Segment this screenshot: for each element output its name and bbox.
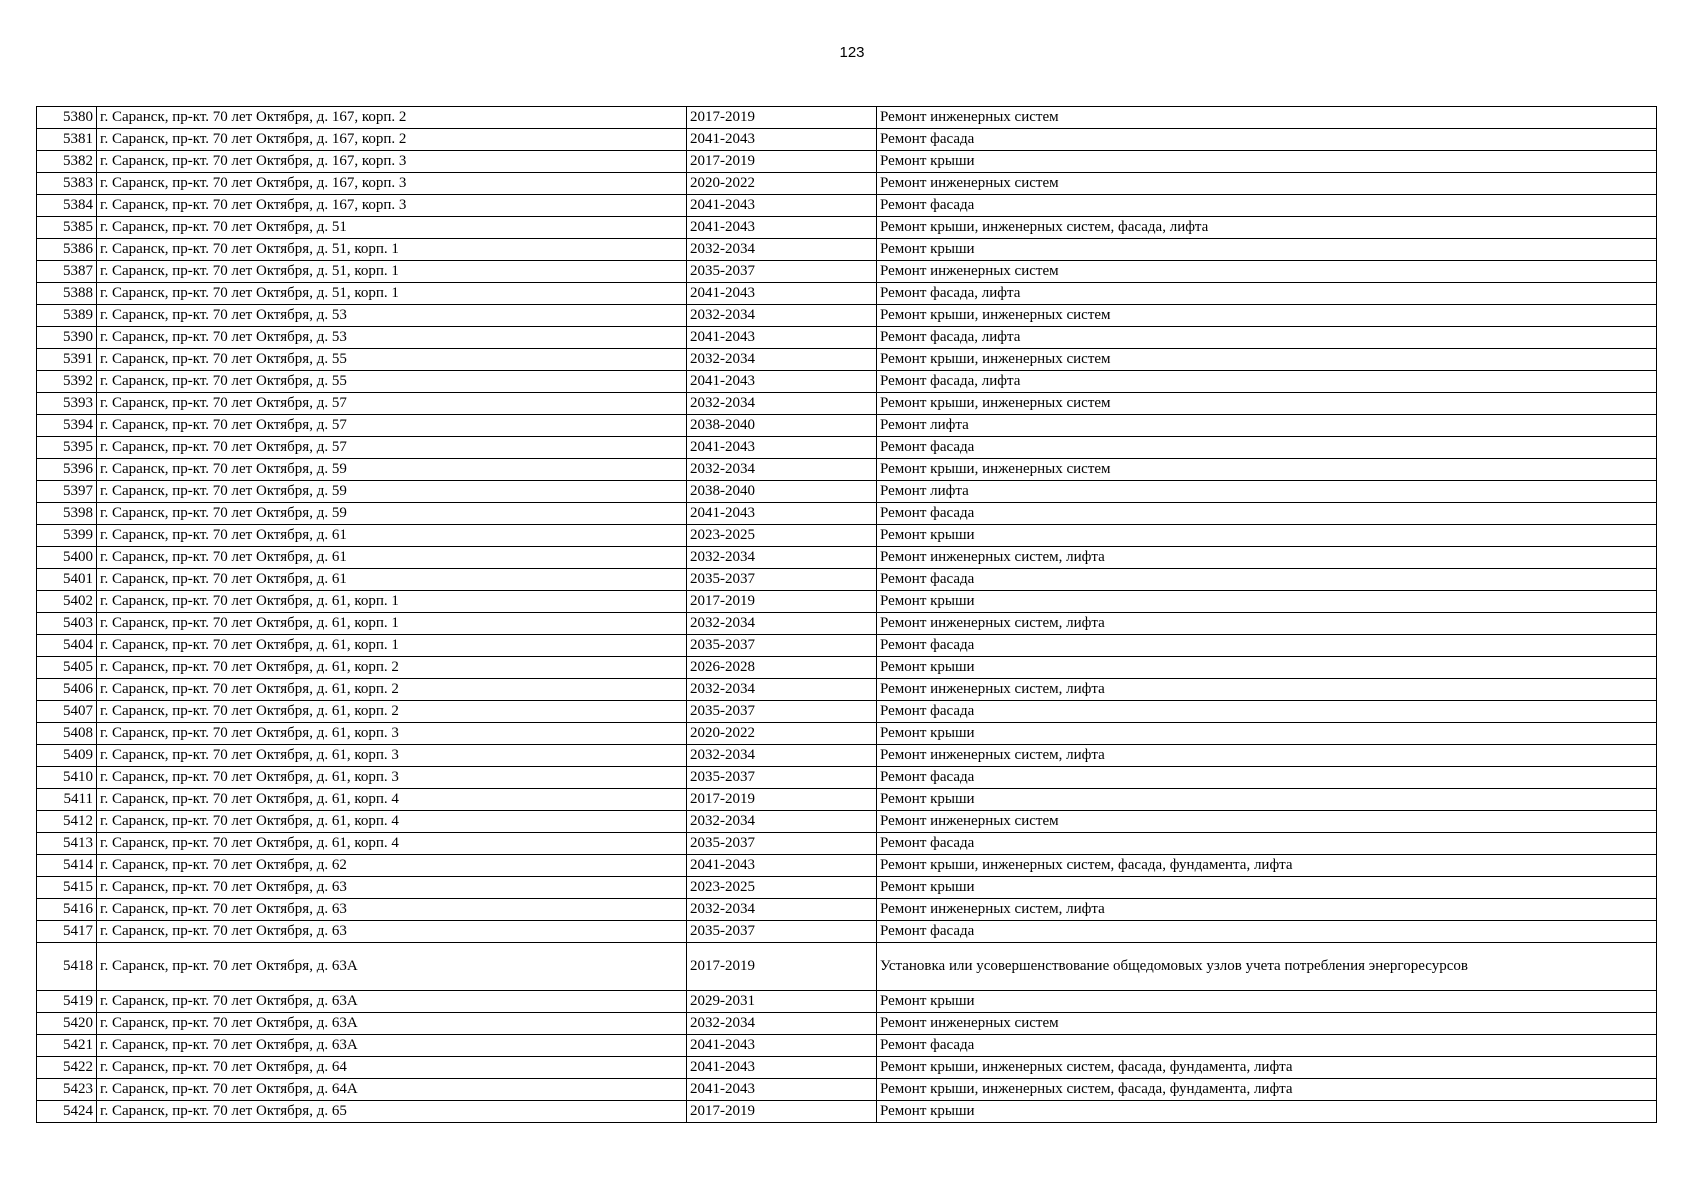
table-row [37,1013,1657,1035]
work-type-cell: Ремонт инженерных систем [877,107,1657,129]
row-number-cell: 5418 [37,943,97,991]
address-cell: г. Саранск, пр-кт. 70 лет Октября, д. 51, корп. 1 [97,283,687,305]
row-number-cell: 5384 [37,195,97,217]
period-cell: 2041-2043 [687,195,877,217]
address-cell: г. Саранск, пр-кт. 70 лет Октября, д. 61, корп. 4 [97,833,687,855]
row-number-cell: 5410 [37,767,97,789]
address-cell: г. Саранск, пр-кт. 70 лет Октября, д. 61, корп. 3 [97,745,687,767]
row-number-cell: 5422 [37,1057,97,1079]
table-row [37,195,1657,217]
row-number-cell: 5399 [37,525,97,547]
address-cell: г. Саранск, пр-кт. 70 лет Октября, д. 55 [97,349,687,371]
row-number-cell: 5408 [37,723,97,745]
address-cell: г. Саранск, пр-кт. 70 лет Октября, д. 167, корп. 3 [97,173,687,195]
work-type-cell: Ремонт фасада [877,569,1657,591]
table-row [37,503,1657,525]
address-cell: г. Саранск, пр-кт. 70 лет Октября, д. 61, корп. 3 [97,767,687,789]
address-cell: г. Саранск, пр-кт. 70 лет Октября, д. 57 [97,415,687,437]
address-cell: г. Саранск, пр-кт. 70 лет Октября, д. 61 [97,525,687,547]
table-row [37,547,1657,569]
address-cell: г. Саранск, пр-кт. 70 лет Октября, д. 57 [97,437,687,459]
period-cell: 2041-2043 [687,503,877,525]
table-row [37,789,1657,811]
address-cell: г. Саранск, пр-кт. 70 лет Октября, д. 61, корп. 4 [97,811,687,833]
row-number-cell: 5394 [37,415,97,437]
row-number-cell: 5412 [37,811,97,833]
work-type-cell: Ремонт крыши [877,991,1657,1013]
work-type-cell: Ремонт крыши [877,657,1657,679]
work-type-cell: Ремонт фасада, лифта [877,371,1657,393]
work-type-cell: Ремонт крыши [877,789,1657,811]
address-cell: г. Саранск, пр-кт. 70 лет Октября, д. 167, корп. 2 [97,107,687,129]
row-number-cell: 5380 [37,107,97,129]
address-cell: г. Саранск, пр-кт. 70 лет Октября, д. 65 [97,1101,687,1123]
table-row [37,173,1657,195]
table-row [37,481,1657,503]
row-number-cell: 5389 [37,305,97,327]
table-row [37,745,1657,767]
table-row [37,1035,1657,1057]
work-type-cell: Ремонт инженерных систем, лифта [877,679,1657,701]
row-number-cell: 5382 [37,151,97,173]
address-cell: г. Саранск, пр-кт. 70 лет Октября, д. 63А [97,943,687,991]
work-type-cell: Ремонт крыши [877,525,1657,547]
table-row [37,767,1657,789]
row-number-cell: 5383 [37,173,97,195]
row-number-cell: 5398 [37,503,97,525]
address-cell: г. Саранск, пр-кт. 70 лет Октября, д. 63 [97,921,687,943]
period-cell: 2035-2037 [687,921,877,943]
table-row [37,877,1657,899]
address-cell: г. Саранск, пр-кт. 70 лет Октября, д. 61, корп. 2 [97,701,687,723]
table-row [37,459,1657,481]
address-cell: г. Саранск, пр-кт. 70 лет Октября, д. 61, корп. 1 [97,613,687,635]
address-cell: г. Саранск, пр-кт. 70 лет Октября, д. 59 [97,503,687,525]
work-type-cell: Ремонт лифта [877,481,1657,503]
period-cell: 2038-2040 [687,415,877,437]
address-cell: г. Саранск, пр-кт. 70 лет Октября, д. 61 [97,547,687,569]
period-cell: 2017-2019 [687,1101,877,1123]
table-row [37,393,1657,415]
work-type-cell: Ремонт крыши, инженерных систем, фасада, лифта [877,217,1657,239]
address-cell: г. Саранск, пр-кт. 70 лет Октября, д. 53 [97,305,687,327]
address-cell: г. Саранск, пр-кт. 70 лет Октября, д. 51, корп. 1 [97,261,687,283]
address-cell: г. Саранск, пр-кт. 70 лет Октября, д. 167, корп. 2 [97,129,687,151]
work-type-cell: Ремонт инженерных систем [877,1013,1657,1035]
period-cell: 2041-2043 [687,855,877,877]
table-row [37,591,1657,613]
work-type-cell: Ремонт фасада [877,195,1657,217]
period-cell: 2038-2040 [687,481,877,503]
period-cell: 2032-2034 [687,349,877,371]
period-cell: 2032-2034 [687,459,877,481]
row-number-cell: 5390 [37,327,97,349]
table-row [37,261,1657,283]
period-cell: 2032-2034 [687,393,877,415]
address-cell: г. Саранск, пр-кт. 70 лет Октября, д. 59 [97,481,687,503]
period-cell: 2017-2019 [687,789,877,811]
row-number-cell: 5397 [37,481,97,503]
row-number-cell: 5409 [37,745,97,767]
period-cell: 2020-2022 [687,173,877,195]
period-cell: 2032-2034 [687,745,877,767]
address-cell: г. Саранск, пр-кт. 70 лет Октября, д. 167, корп. 3 [97,195,687,217]
table-row [37,899,1657,921]
work-type-cell: Установка или усовершенствование общедомовых узлов учета потребления энергоресурсов [877,943,1657,991]
period-cell: 2017-2019 [687,151,877,173]
table-row [37,283,1657,305]
period-cell: 2032-2034 [687,305,877,327]
period-cell: 2029-2031 [687,991,877,1013]
row-number-cell: 5405 [37,657,97,679]
row-number-cell: 5421 [37,1035,97,1057]
table-row [37,371,1657,393]
work-type-cell: Ремонт крыши, инженерных систем [877,393,1657,415]
address-cell: г. Саранск, пр-кт. 70 лет Октября, д. 59 [97,459,687,481]
row-number-cell: 5420 [37,1013,97,1035]
records-table-body [37,107,1657,1123]
table-row [37,1101,1657,1123]
period-cell: 2041-2043 [687,371,877,393]
address-cell: г. Саранск, пр-кт. 70 лет Октября, д. 57 [97,393,687,415]
period-cell: 2032-2034 [687,613,877,635]
work-type-cell: Ремонт крыши [877,723,1657,745]
address-cell: г. Саранск, пр-кт. 70 лет Октября, д. 61, корп. 2 [97,657,687,679]
work-type-cell: Ремонт крыши [877,877,1657,899]
table-row [37,239,1657,261]
work-type-cell: Ремонт крыши, инженерных систем, фасада, фундамента, лифта [877,1057,1657,1079]
table-row [37,349,1657,371]
work-type-cell: Ремонт инженерных систем [877,811,1657,833]
work-type-cell: Ремонт фасада [877,1035,1657,1057]
address-cell: г. Саранск, пр-кт. 70 лет Октября, д. 61, корп. 3 [97,723,687,745]
table-row [37,437,1657,459]
row-number-cell: 5417 [37,921,97,943]
table-row [37,327,1657,349]
table-row [37,217,1657,239]
period-cell: 2032-2034 [687,811,877,833]
row-number-cell: 5424 [37,1101,97,1123]
address-cell: г. Саранск, пр-кт. 70 лет Октября, д. 61, корп. 4 [97,789,687,811]
work-type-cell: Ремонт фасада [877,503,1657,525]
table-row [37,723,1657,745]
row-number-cell: 5406 [37,679,97,701]
table-row [37,855,1657,877]
work-type-cell: Ремонт инженерных систем, лифта [877,613,1657,635]
work-type-cell: Ремонт крыши, инженерных систем [877,459,1657,481]
row-number-cell: 5403 [37,613,97,635]
period-cell: 2041-2043 [687,437,877,459]
address-cell: г. Саранск, пр-кт. 70 лет Октября, д. 51 [97,217,687,239]
work-type-cell: Ремонт фасада [877,833,1657,855]
row-number-cell: 5416 [37,899,97,921]
row-number-cell: 5400 [37,547,97,569]
work-type-cell: Ремонт крыши, инженерных систем, фасада, фундамента, лифта [877,1079,1657,1101]
address-cell: г. Саранск, пр-кт. 70 лет Октября, д. 63А [97,1013,687,1035]
row-number-cell: 5402 [37,591,97,613]
row-number-cell: 5415 [37,877,97,899]
address-cell: г. Саранск, пр-кт. 70 лет Октября, д. 51, корп. 1 [97,239,687,261]
table-row [37,151,1657,173]
row-number-cell: 5413 [37,833,97,855]
row-number-cell: 5385 [37,217,97,239]
period-cell: 2023-2025 [687,525,877,547]
work-type-cell: Ремонт крыши, инженерных систем [877,305,1657,327]
row-number-cell: 5414 [37,855,97,877]
period-cell: 2041-2043 [687,129,877,151]
table-row [37,701,1657,723]
row-number-cell: 5388 [37,283,97,305]
table-row [37,415,1657,437]
address-cell: г. Саранск, пр-кт. 70 лет Октября, д. 63 [97,877,687,899]
table-row [37,679,1657,701]
row-number-cell: 5387 [37,261,97,283]
work-type-cell: Ремонт фасада [877,635,1657,657]
work-type-cell: Ремонт фасада [877,767,1657,789]
period-cell: 2032-2034 [687,239,877,261]
address-cell: г. Саранск, пр-кт. 70 лет Октября, д. 167, корп. 3 [97,151,687,173]
address-cell: г. Саранск, пр-кт. 70 лет Октября, д. 62 [97,855,687,877]
work-type-cell: Ремонт фасада, лифта [877,283,1657,305]
work-type-cell: Ремонт фасада [877,129,1657,151]
period-cell: 2041-2043 [687,1035,877,1057]
table-row [37,525,1657,547]
records-table [36,106,1657,1123]
row-number-cell: 5411 [37,789,97,811]
table-row [37,107,1657,129]
row-number-cell: 5395 [37,437,97,459]
address-cell: г. Саранск, пр-кт. 70 лет Октября, д. 61, корп. 1 [97,591,687,613]
table-row [37,1057,1657,1079]
period-cell: 2017-2019 [687,591,877,613]
table-row [37,991,1657,1013]
work-type-cell: Ремонт крыши [877,591,1657,613]
row-number-cell: 5423 [37,1079,97,1101]
period-cell: 2041-2043 [687,217,877,239]
table-row [37,635,1657,657]
period-cell: 2035-2037 [687,701,877,723]
period-cell: 2017-2019 [687,107,877,129]
row-number-cell: 5407 [37,701,97,723]
row-number-cell: 5381 [37,129,97,151]
row-number-cell: 5393 [37,393,97,415]
table-row [37,811,1657,833]
work-type-cell: Ремонт инженерных систем, лифта [877,899,1657,921]
page-number: 123 [839,44,865,61]
row-number-cell: 5396 [37,459,97,481]
address-cell: г. Саранск, пр-кт. 70 лет Октября, д. 55 [97,371,687,393]
period-cell: 2026-2028 [687,657,877,679]
table-row [37,569,1657,591]
address-cell: г. Саранск, пр-кт. 70 лет Октября, д. 64 [97,1057,687,1079]
period-cell: 2023-2025 [687,877,877,899]
work-type-cell: Ремонт крыши, инженерных систем, фасада, фундамента, лифта [877,855,1657,877]
period-cell: 2032-2034 [687,679,877,701]
table-row [37,305,1657,327]
period-cell: 2035-2037 [687,767,877,789]
work-type-cell: Ремонт инженерных систем, лифта [877,547,1657,569]
period-cell: 2041-2043 [687,1057,877,1079]
table-row [37,613,1657,635]
row-number-cell: 5386 [37,239,97,261]
table-row [37,943,1657,991]
address-cell: г. Саранск, пр-кт. 70 лет Октября, д. 61, корп. 1 [97,635,687,657]
period-cell: 2035-2037 [687,569,877,591]
table-row [37,657,1657,679]
period-cell: 2032-2034 [687,899,877,921]
table-row [37,833,1657,855]
period-cell: 2041-2043 [687,1079,877,1101]
row-number-cell: 5392 [37,371,97,393]
address-cell: г. Саранск, пр-кт. 70 лет Октября, д. 63 [97,899,687,921]
table-row [37,921,1657,943]
period-cell: 2041-2043 [687,283,877,305]
period-cell: 2032-2034 [687,1013,877,1035]
row-number-cell: 5391 [37,349,97,371]
work-type-cell: Ремонт фасада, лифта [877,327,1657,349]
period-cell: 2020-2022 [687,723,877,745]
work-type-cell: Ремонт лифта [877,415,1657,437]
work-type-cell: Ремонт инженерных систем [877,261,1657,283]
work-type-cell: Ремонт инженерных систем, лифта [877,745,1657,767]
address-cell: г. Саранск, пр-кт. 70 лет Октября, д. 63А [97,1035,687,1057]
period-cell: 2035-2037 [687,261,877,283]
address-cell: г. Саранск, пр-кт. 70 лет Октября, д. 61, корп. 2 [97,679,687,701]
work-type-cell: Ремонт фасада [877,437,1657,459]
work-type-cell: Ремонт фасада [877,921,1657,943]
row-number-cell: 5419 [37,991,97,1013]
row-number-cell: 5401 [37,569,97,591]
period-cell: 2017-2019 [687,943,877,991]
work-type-cell: Ремонт инженерных систем [877,173,1657,195]
row-number-cell: 5404 [37,635,97,657]
table-row [37,1079,1657,1101]
table-row [37,129,1657,151]
period-cell: 2035-2037 [687,635,877,657]
address-cell: г. Саранск, пр-кт. 70 лет Октября, д. 63А [97,991,687,1013]
work-type-cell: Ремонт крыши [877,1101,1657,1123]
address-cell: г. Саранск, пр-кт. 70 лет Октября, д. 64А [97,1079,687,1101]
period-cell: 2035-2037 [687,833,877,855]
work-type-cell: Ремонт крыши [877,239,1657,261]
period-cell: 2032-2034 [687,547,877,569]
address-cell: г. Саранск, пр-кт. 70 лет Октября, д. 61 [97,569,687,591]
period-cell: 2041-2043 [687,327,877,349]
work-type-cell: Ремонт крыши, инженерных систем [877,349,1657,371]
address-cell: г. Саранск, пр-кт. 70 лет Октября, д. 53 [97,327,687,349]
work-type-cell: Ремонт крыши [877,151,1657,173]
work-type-cell: Ремонт фасада [877,701,1657,723]
